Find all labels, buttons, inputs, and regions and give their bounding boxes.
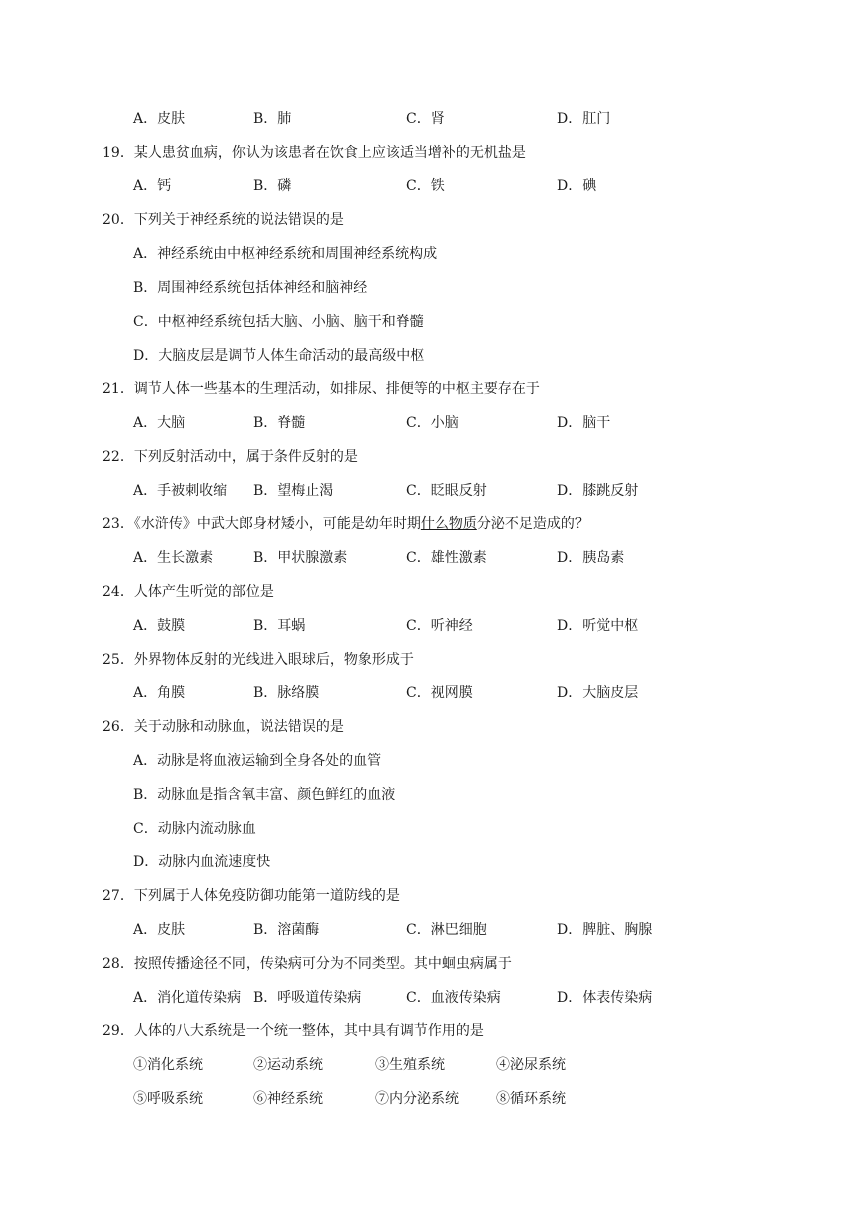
q20-option-a-line [0, 243, 860, 265]
q21-stem: 21．调节人体一些基本的生理活动，如排尿、排便等的中枢主要存在于 [102, 381, 540, 397]
q27-stem-line [0, 885, 860, 907]
q20-option-b-line [0, 277, 860, 299]
q28-stem-line [0, 953, 860, 975]
q23-stem-post: 分泌不足造成的？ [476, 516, 589, 532]
q29-item-2: ②运动系统 [253, 1057, 323, 1073]
q22-option-a: A．手被刺收缩 [133, 483, 228, 499]
q28-stem: 28．按照传播途径不同，传染病可分为不同类型。其中蛔虫病属于 [102, 956, 512, 972]
q20-option-d-line [0, 345, 860, 367]
q24-option-c: C．听神经 [406, 618, 473, 634]
q29-item-4: ④泌尿系统 [496, 1057, 566, 1073]
q29-item-6: ⑥神经系统 [253, 1091, 323, 1107]
q21-options [0, 412, 860, 434]
q20-option-c-line [0, 311, 860, 333]
q25-stem: 25．外界物体反射的光线进入眼球后，物象形成于 [102, 652, 414, 668]
q19-stem: 19．某人患贫血病，你认为该患者在饮食上应该适当增补的无机盐是 [102, 145, 526, 161]
q18-option-a: A．皮肤 [133, 111, 186, 127]
q26-option-c: C．动脉内流动脉血 [133, 821, 256, 837]
q18-option-d: D．肛门 [557, 111, 611, 127]
q29-item-1: ①消化系统 [133, 1057, 203, 1073]
q29-item-3: ③生殖系统 [375, 1057, 445, 1073]
q23-option-b: B．甲状腺激素 [253, 550, 348, 566]
q20-stem: 20．下列关于神经系统的说法错误的是 [102, 212, 344, 228]
q26-option-a: A．动脉是将血液运输到全身各处的血管 [133, 753, 382, 769]
q18-option-c: C．肾 [406, 111, 445, 127]
q25-stem-line [0, 649, 860, 671]
q29-item-5: ⑤呼吸系统 [133, 1091, 203, 1107]
q23-option-a: A．生长激素 [133, 550, 214, 566]
q26-stem-line [0, 716, 860, 738]
q26-option-b-line [0, 784, 860, 806]
q22-option-c: C．眨眼反射 [406, 483, 487, 499]
q22-options [0, 480, 860, 502]
q28-option-d: D．体表传染病 [557, 990, 653, 1006]
q27-option-a: A．皮肤 [133, 922, 186, 938]
q19-stem-line [0, 142, 860, 164]
q23-stem-pre: 23．《水浒传》中武大郎身材矮小，可能是幼年时期 [102, 516, 421, 532]
q27-option-d: D．脾脏、胸腺 [557, 922, 653, 938]
q20-option-d: D．大脑皮层是调节人体生命活动的最高级中枢 [133, 348, 425, 364]
q26-option-a-line [0, 750, 860, 772]
q26-option-c-line [0, 818, 860, 840]
q25-option-d: D．大脑皮层 [557, 685, 639, 701]
q23-option-c: C．雄性激素 [406, 550, 487, 566]
q22-stem: 22．下列反射活动中，属于条件反射的是 [102, 449, 358, 465]
q26-option-b: B．动脉血是指含氧丰富、颜色鲜红的血液 [133, 787, 396, 803]
q24-option-b: B．耳蜗 [253, 618, 306, 634]
q25-option-b: B．脉络膜 [253, 685, 320, 701]
q22-option-b: B．望梅止渴 [253, 483, 334, 499]
q22-stem-line [0, 446, 860, 468]
q21-option-d: D．脑干 [557, 415, 611, 431]
q21-stem-line [0, 378, 860, 400]
q19-option-d: D．碘 [557, 178, 597, 194]
q28-option-a: A．消化道传染病 [133, 990, 242, 1006]
q24-stem: 24．人体产生听觉的部位是 [102, 584, 274, 600]
q28-option-b: B．呼吸道传染病 [253, 990, 362, 1006]
q25-option-c: C．视网膜 [406, 685, 473, 701]
q19-option-c: C．铁 [406, 178, 445, 194]
q29-items-row-2 [0, 1088, 860, 1110]
q29-items-row-1 [0, 1054, 860, 1076]
q22-option-d: D．膝跳反射 [557, 483, 639, 499]
q21-option-c: C．小脑 [406, 415, 459, 431]
q27-option-c: C．淋巴细胞 [406, 922, 487, 938]
q27-options [0, 919, 860, 941]
q25-option-a: A．角膜 [133, 685, 186, 701]
q28-option-c: C．血液传染病 [406, 990, 501, 1006]
q29-item-8: ⑧循环系统 [496, 1091, 566, 1107]
q20-option-a: A．神经系统由中枢神经系统和周围神经系统构成 [133, 246, 438, 262]
q28-options [0, 987, 860, 1009]
q24-options [0, 615, 860, 637]
q21-option-a: A．大脑 [133, 415, 186, 431]
q26-stem: 26．关于动脉和动脉血，说法错误的是 [102, 719, 344, 735]
q23-stem-line [0, 513, 860, 535]
q18-option-b: B．肺 [253, 111, 292, 127]
q27-option-b: B．溶菌酶 [253, 922, 320, 938]
q29-stem-line [0, 1020, 860, 1042]
q19-option-a: A．钙 [133, 178, 172, 194]
q23-stem [102, 513, 589, 535]
q18-options [0, 108, 860, 130]
q26-option-d: D．动脉内血流速度快 [133, 854, 271, 870]
q24-stem-line [0, 581, 860, 603]
q23-option-d: D．胰岛素 [557, 550, 625, 566]
q25-options [0, 682, 860, 704]
q20-option-b: B．周围神经系统包括体神经和脑神经 [133, 280, 368, 296]
q19-options [0, 175, 860, 197]
q24-option-d: D．听觉中枢 [557, 618, 639, 634]
q23-options [0, 547, 860, 569]
q23-stem-underlined: 什么物质 [420, 516, 477, 532]
q24-option-a: A．鼓膜 [133, 618, 186, 634]
q29-stem: 29．人体的八大系统是一个统一整体，其中具有调节作用的是 [102, 1023, 484, 1039]
q27-stem: 27．下列属于人体免疫防御功能第一道防线的是 [102, 888, 400, 904]
q21-option-b: B．脊髓 [253, 415, 306, 431]
q26-option-d-line [0, 851, 860, 873]
q29-item-7: ⑦内分泌系统 [375, 1091, 459, 1107]
q19-option-b: B．磷 [253, 178, 292, 194]
q20-stem-line [0, 209, 860, 231]
q20-option-c: C．中枢神经系统包括大脑、小脑、脑干和脊髓 [133, 314, 424, 330]
